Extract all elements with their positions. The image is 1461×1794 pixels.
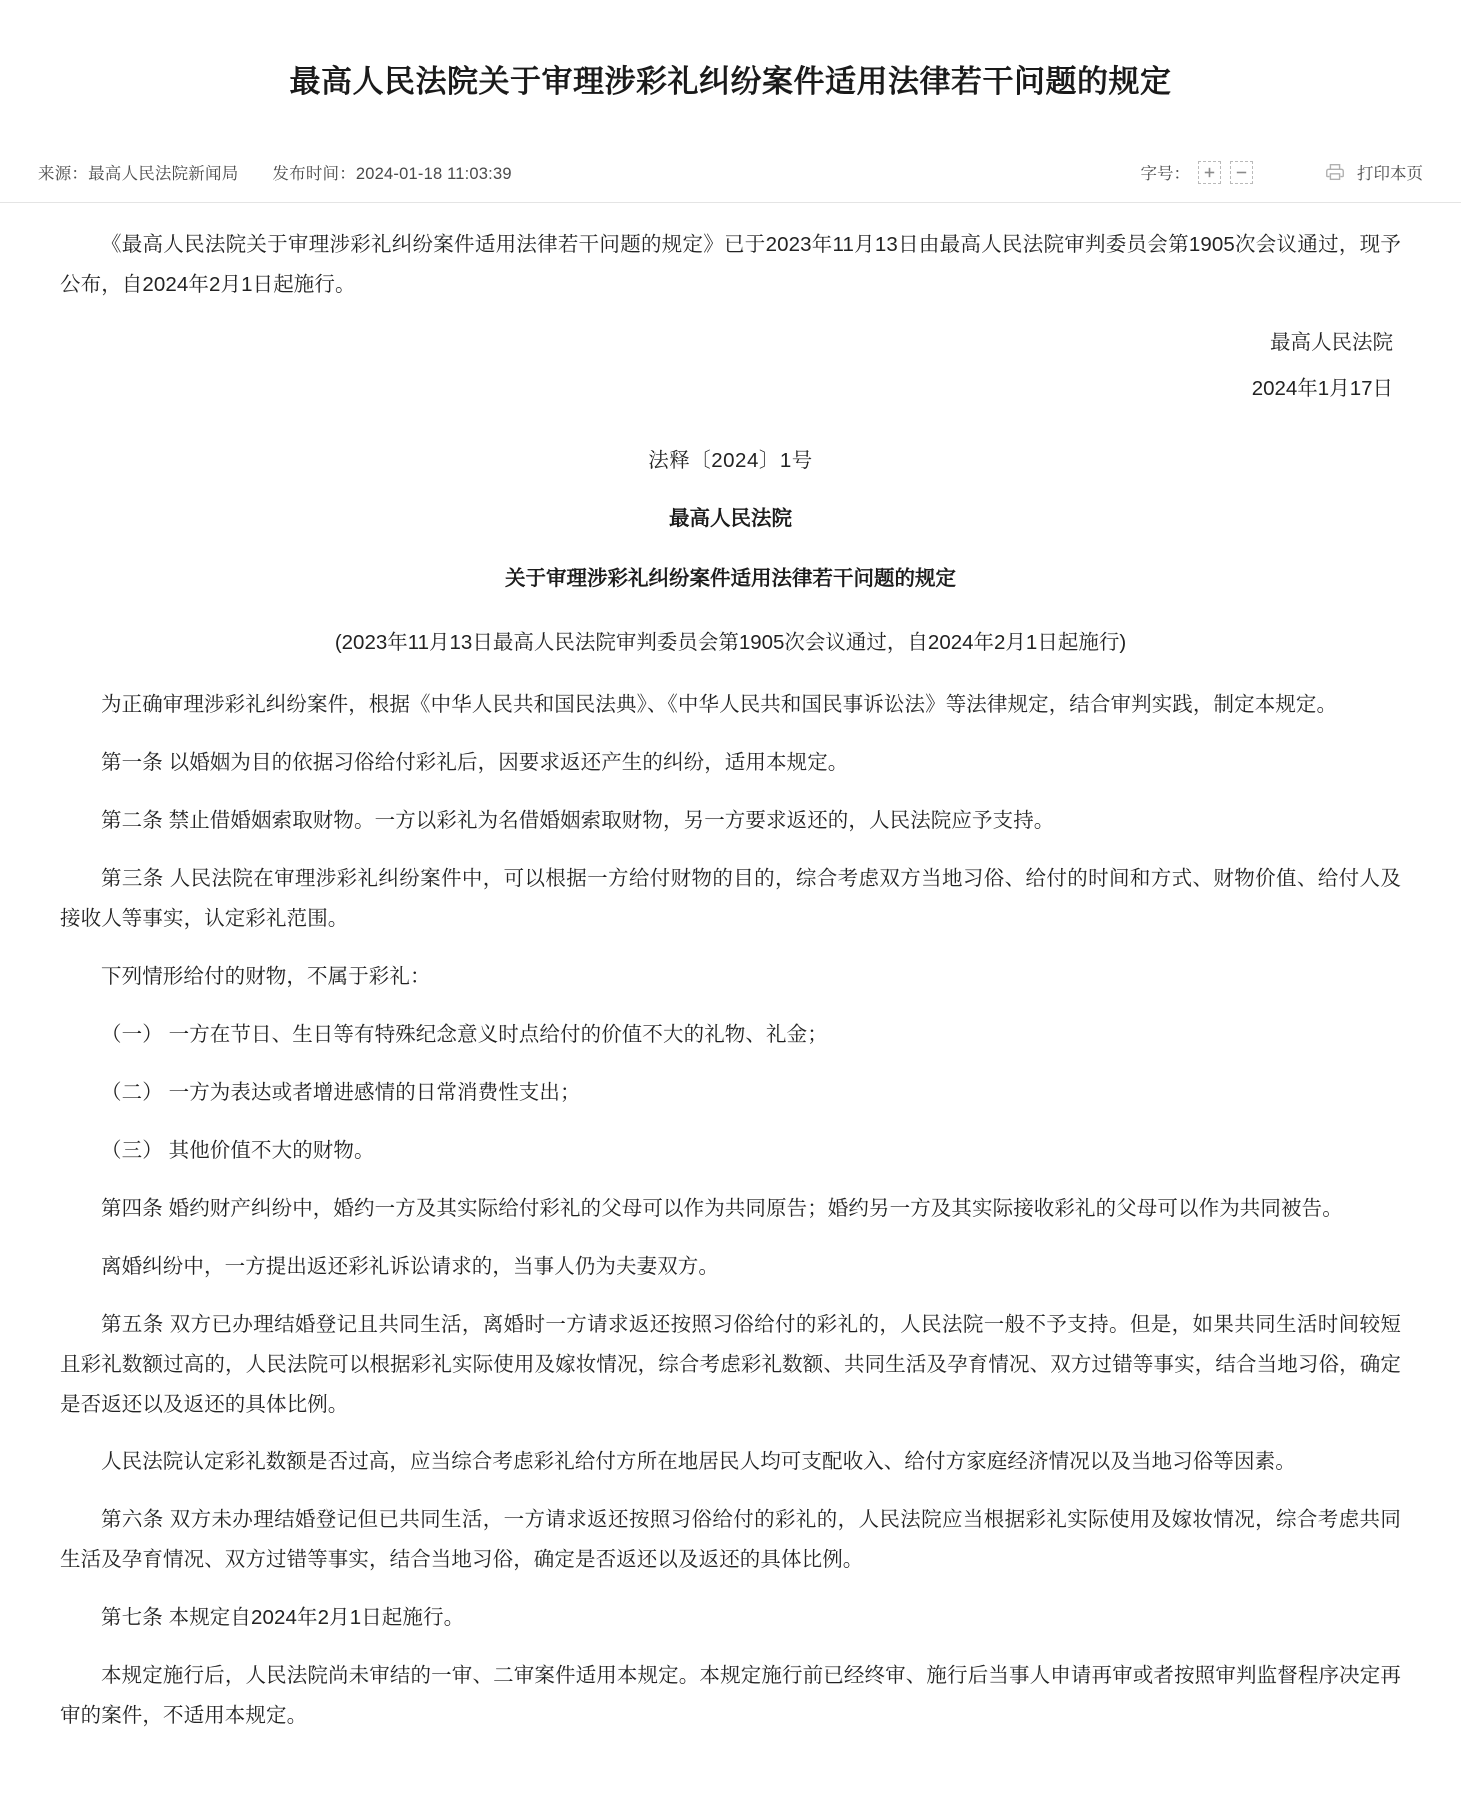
page-title: 最高人民法院关于审理涉彩礼纠纷案件适用法律若干问题的规定 [289,63,1172,99]
body-paragraph: 本规定施行后，人民法院尚未审结的一审、二审案件适用本规定。本规定施行前已经终审、施行后当事人申请再审或者按照审判监督程序决定再审的案件，不适用本规定。 [60,1664,1401,1728]
body-paragraph: 为正确审理涉彩礼纠纷案件，根据《中华人民共和国民法典》、《中华人民共和国民事诉讼法》等法律规定，结合审判实践，制定本规定。 [101,692,1338,716]
body-paragraph: 第五条 双方已办理结婚登记且共同生活，离婚时一方请求返还按照习俗给付的彩礼的，人民法院一般不予支持。但是，如果共同生活时间较短且彩礼数额过高的，人民法院可以根据彩礼实际使用及嫁妆情况，综合考虑彩礼数额、共同生活及孕育情况、双方过错等事实，结合当地习俗，确定是否返还以及返还的具体比例。 [60,1312,1401,1416]
plus-icon [1204,167,1215,178]
printer-icon [1324,161,1346,183]
source-label: 来源： [38,165,89,184]
meta-right-group [1141,160,1424,184]
article-content [0,203,1461,1794]
body-paragraph: 第六条 双方未办理结婚登记但已共同生活，一方请求返还按照习俗给付的彩礼的，人民法院应当根据彩礼实际使用及嫁妆情况，综合考虑共同生活及孕育情况、双方过错等事实，结合当地习俗，确定是否返还以及返还的具体比例。 [60,1508,1401,1572]
body-paragraph: 第二条 禁止借婚姻索取财物。一方以彩礼为名借婚姻索取财物，另一方要求返还的，人民法院应予支持。 [101,808,1055,832]
body-paragraph: 人民法院认定彩礼数额是否过高，应当综合考虑彩礼给付方所在地居民人均可支配收入、给付方家庭经济情况以及当地习俗等因素。 [101,1450,1296,1474]
meta-left-group [38,160,512,184]
body-paragraph-item: （二） 一方为表达或者增进感情的日常消费性支出； [101,1080,581,1104]
regulation-title: 关于审理涉彩礼纠纷案件适用法律若干问题的规定 [505,566,956,590]
body-paragraph: 离婚纠纷中，一方提出返还彩礼诉讼请求的，当事人仍为夫妻双方。 [101,1254,719,1278]
article-source [38,160,238,184]
meta-bar [0,126,1461,203]
regulation-heading-block [60,443,1401,655]
minus-icon [1236,167,1247,178]
font-size-increase-button[interactable] [1198,161,1221,184]
publish-time-label: 发布时间： [272,165,356,184]
signature-date: 2024年1月17日 [1251,376,1393,400]
adoption-note: (2023年11月13日最高人民法院审判委员会第1905次会议通过，自2024年2月1日起施行) [334,630,1127,654]
body-paragraph-item: （一） 一方在节日、生日等有特殊纪念意义时点给付的价值不大的礼物、礼金； [101,1022,828,1046]
body-paragraph: 第七条 本规定自2024年2月1日起施行。 [101,1606,465,1630]
body-paragraph: 下列情形给付的财物，不属于彩礼： [101,964,431,988]
article-publish-time [272,160,511,184]
document-number: 法释〔2024〕1号 [648,448,813,472]
body-paragraph: 第四条 婚约财产纠纷中，婚约一方及其实际给付彩礼的父母可以作为共同原告；婚约另一方及其实际接收彩礼的父母可以作为共同被告。 [101,1196,1343,1220]
font-size-decrease-button[interactable] [1230,161,1253,184]
print-page-label: 打印本页 [1357,165,1423,184]
body-paragraph: 第三条 人民法院在审理涉彩礼纠纷案件中，可以根据一方给付财物的目的，综合考虑双方当地习俗、给付的时间和方式、财物价值、给付人及接收人等事实，认定彩礼范围。 [60,866,1401,930]
intro-paragraph: 《最高人民法院关于审理涉彩礼纠纷案件适用法律若干问题的规定》已于2023年11月13日由最高人民法院审判委员会第1905次会议通过，现予公布，自2024年2月1日起施行。 [60,233,1401,296]
font-size-label: 字号： [1140,165,1190,184]
body-paragraph: 第一条 以婚姻为目的依据习俗给付彩礼后，因要求返还产生的纠纷，适用本规定。 [101,750,849,774]
signature-block [60,323,1401,409]
font-size-controls [1141,160,1263,184]
issuing-authority: 最高人民法院 [669,506,792,530]
document-page [0,21,1461,1794]
source-value: 最高人民法院新闻局 [88,165,239,184]
publish-time-value: 2024-01-18 11:03:39 [355,165,512,184]
print-page-button[interactable] [1324,160,1423,184]
body-paragraph-item: （三） 其他价值不大的财物。 [101,1138,375,1162]
signature-organization: 最高人民法院 [1270,330,1393,354]
